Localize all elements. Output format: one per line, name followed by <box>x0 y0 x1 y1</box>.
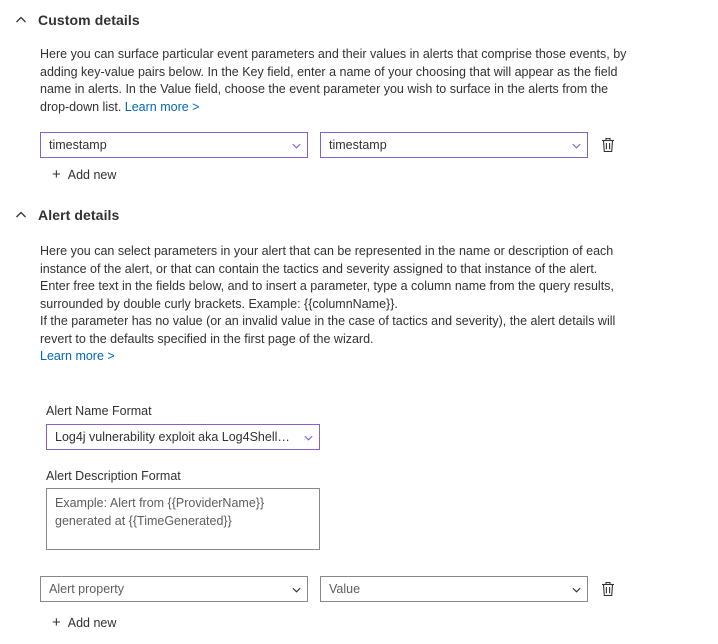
alert-description-format-textarea[interactable]: Example: Alert from {{ProviderName}} generated at {{TimeGenerated}} <box>46 488 320 550</box>
alert-details-paragraph-3: If the parameter has no value (or an invalid value in the case of tactics and severity), the alert details will revert to the defaults specified in the first page of the wizard. <box>40 314 616 346</box>
alert-value-combobox[interactable] <box>320 576 588 602</box>
custom-detail-key-combobox[interactable] <box>40 132 308 158</box>
alert-property-placeholder: Alert property <box>49 582 125 596</box>
custom-details-description <box>40 46 630 116</box>
custom-details-description-text: Here you can surface particular event parameters and their values in alerts that comprise those events, by adding key-value pairs below. In the Key field, enter a name of your choosing that will appear as the field name in alerts. In the Value field, choose the event parameter you wish to surface in the alerts from the drop-down list. <box>40 47 627 114</box>
chevron-down-icon[interactable] <box>297 425 319 449</box>
alert-property-combobox[interactable] <box>40 576 308 602</box>
custom-details-add-new-button[interactable] <box>52 168 116 182</box>
alert-value-placeholder: Value <box>329 582 361 596</box>
custom-details-learn-more-link[interactable]: Learn more > <box>124 99 200 114</box>
plus-icon: + <box>52 614 61 631</box>
alert-name-format-label: Alert Name Format <box>46 404 152 418</box>
alert-name-format-value: Log4j vulnerability exploit aka Log4Shell ... <box>55 430 292 444</box>
chevron-down-icon[interactable] <box>285 577 307 601</box>
chevron-down-icon[interactable] <box>565 577 587 601</box>
alert-details-paragraph-1: Here you can select parameters in your alert that can be represented in the name or description of each instance of the alert, or that can contain the tactics and severity assigned to that instance of the alert. <box>40 244 614 276</box>
custom-detail-key-value: timestamp <box>49 138 107 152</box>
custom-detail-delete-icon[interactable] <box>600 136 616 154</box>
alert-details-section-header[interactable] <box>0 207 119 223</box>
alert-details-title: Alert details <box>38 207 120 223</box>
custom-detail-row <box>40 132 616 158</box>
chevron-up-icon[interactable] <box>14 13 28 27</box>
plus-icon: + <box>52 166 61 183</box>
custom-detail-value-combobox[interactable] <box>320 132 588 158</box>
chevron-down-icon[interactable] <box>285 133 307 157</box>
alert-property-delete-icon[interactable] <box>600 580 616 598</box>
alert-property-row <box>40 576 616 602</box>
custom-detail-value-value: timestamp <box>329 138 387 152</box>
alert-description-format-label: Alert Description Format <box>46 469 181 483</box>
custom-details-title: Custom details <box>38 12 140 28</box>
alert-details-learn-more-link[interactable]: Learn more > <box>40 349 115 363</box>
chevron-up-icon[interactable] <box>14 208 28 222</box>
alert-details-add-new-label: Add new <box>67 616 117 630</box>
alert-details-description <box>40 243 630 366</box>
chevron-down-icon[interactable] <box>565 133 587 157</box>
alert-details-paragraph-2: Enter free text in the fields below, and to insert a parameter, type a column name from the query results, surrounded by double curly brackets. Example: {{columnName}}. <box>40 279 614 311</box>
alert-details-add-new-button[interactable] <box>52 616 116 630</box>
custom-details-add-new-label: Add new <box>67 168 117 182</box>
alert-name-format-combobox[interactable] <box>46 424 320 450</box>
custom-details-section-header[interactable] <box>0 12 140 28</box>
